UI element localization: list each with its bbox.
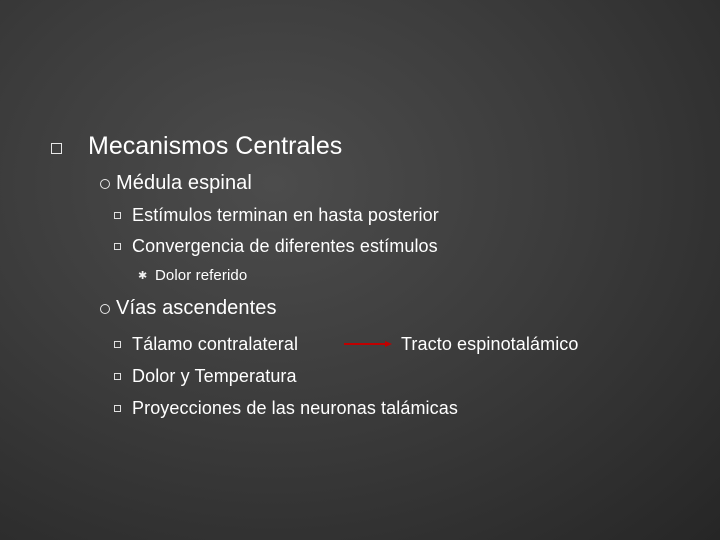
arrow-target-text: Tracto espinotalámico [401, 334, 579, 354]
list-item: Tálamo contralateral [132, 334, 299, 354]
circle-bullet-icon [100, 304, 110, 314]
small-square-bullet-icon [114, 373, 121, 380]
list-item: Proyecciones de las neuronas talámicas [132, 398, 458, 418]
section-heading-medula: Médula espinal [116, 172, 252, 194]
section-heading-vias: Vías ascendentes [116, 297, 277, 319]
small-square-bullet-icon [114, 212, 121, 219]
slide-title: Mecanismos Centrales [88, 132, 343, 160]
arrow-line [344, 343, 386, 345]
list-item: Convergencia de diferentes estímulos [132, 236, 438, 256]
small-square-bullet-icon [114, 405, 121, 412]
list-item: Estímulos terminan en hasta posterior [132, 205, 439, 225]
small-square-bullet-icon [114, 243, 121, 250]
sub-list-item: Dolor referido [155, 267, 248, 284]
square-bullet-icon [51, 143, 62, 154]
small-square-bullet-icon [114, 341, 121, 348]
circle-bullet-icon [100, 179, 110, 189]
list-item: Dolor y Temperatura [132, 366, 297, 386]
arrow-right-icon [385, 341, 392, 347]
asterisk-bullet-icon: ✱ [138, 270, 148, 282]
